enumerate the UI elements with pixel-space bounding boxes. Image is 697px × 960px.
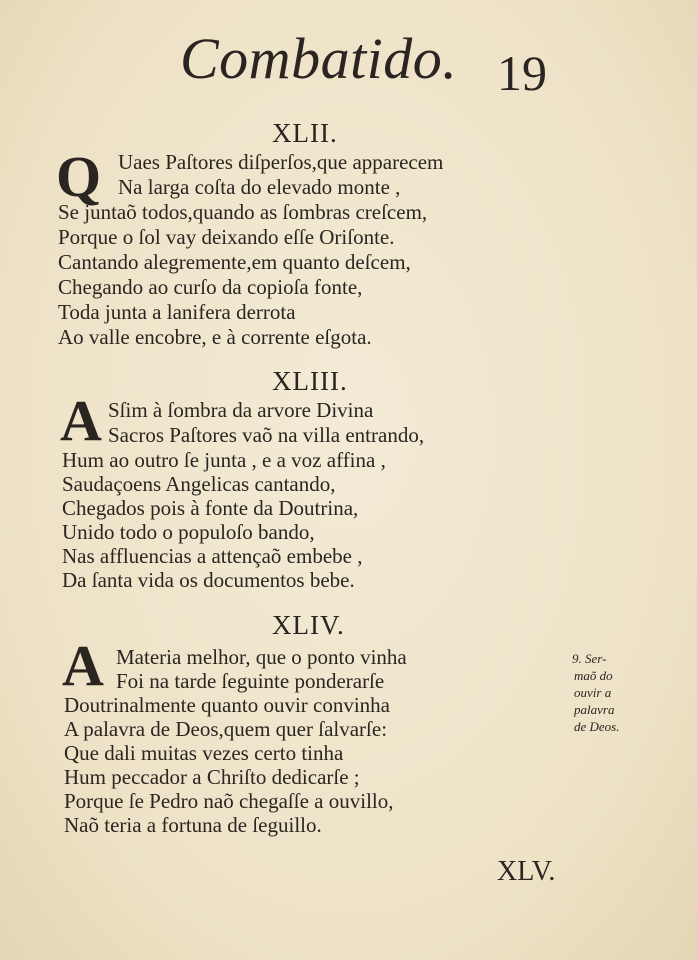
verse-line: Sacros Paſtores vaõ na villa entrando, — [108, 423, 425, 447]
note-line: 9. Ser- — [572, 651, 607, 666]
note-line: de Deos. — [574, 719, 620, 734]
verse-line: Chegados pois à fonte da Doutrina, — [62, 496, 359, 520]
verse-line: Que dali muitas vezes certo tinha — [64, 741, 344, 765]
stanza-number: XLII. — [272, 118, 338, 148]
verse-line: Na larga coſta do elevado monte , — [118, 175, 401, 199]
verse-line: Materia melhor, que o ponto vinha — [116, 645, 407, 669]
drop-cap: Q — [56, 144, 102, 209]
verse-line: Da ſanta vida os documentos bebe. — [62, 568, 355, 592]
stanza-number: XLIV. — [272, 610, 345, 640]
page-number: 19 — [497, 45, 547, 101]
verse-line: Uaes Paſtores diſperſos,que apparecem — [118, 150, 444, 174]
verse-line: Naõ teria a fortuna de ſeguillo. — [64, 813, 322, 837]
note-line: maõ do — [574, 668, 613, 683]
verse-line: Porque ſe Pedro naõ chegaſſe a ouvillo, — [64, 789, 394, 813]
verse-line: Sſim à ſombra da arvore Divina — [108, 398, 374, 422]
verse-line: Saudaçoens Angelicas cantando, — [62, 472, 336, 496]
verse-line: Doutrinalmente quanto ouvir convinha — [64, 693, 391, 717]
verse-line: Chegando ao curſo da copioſa fonte, — [58, 275, 363, 299]
verse-line: Se juntaõ todos,quando as ſombras creſcem, — [58, 200, 428, 224]
verse-line: Nas affluencias a attençaõ embebe , — [62, 544, 363, 568]
verse-line: A palavra de Deos,quem quer ſalvarſe: — [64, 717, 388, 741]
verse-line: Foi na tarde ſeguinte ponderarſe — [116, 669, 385, 693]
catchword: XLV. — [497, 856, 556, 887]
verse-line: Toda junta a lanifera derrota — [58, 300, 296, 324]
note-line: palavra — [574, 702, 615, 717]
verse-line: Hum peccador a Chriſto dedicarſe ; — [64, 765, 360, 789]
verse-line: Porque o ſol vay deixando eſſe Oriſonte. — [58, 225, 395, 249]
verse-line: Hum ao outro ſe junta , e a voz affina , — [62, 448, 386, 472]
verse-line: Ao valle encobre, e à corrente eſgota. — [58, 325, 372, 349]
note-line: ouvir a — [574, 685, 612, 700]
stanza-number: XLIII. — [272, 366, 348, 396]
verse-line: Cantando alegremente,em quanto deſcem, — [58, 250, 411, 274]
verse-line: Unido todo o populoſo bando, — [62, 520, 315, 544]
running-title: Combatido. — [180, 26, 458, 91]
drop-cap: A — [62, 633, 104, 698]
drop-cap: A — [60, 388, 102, 453]
